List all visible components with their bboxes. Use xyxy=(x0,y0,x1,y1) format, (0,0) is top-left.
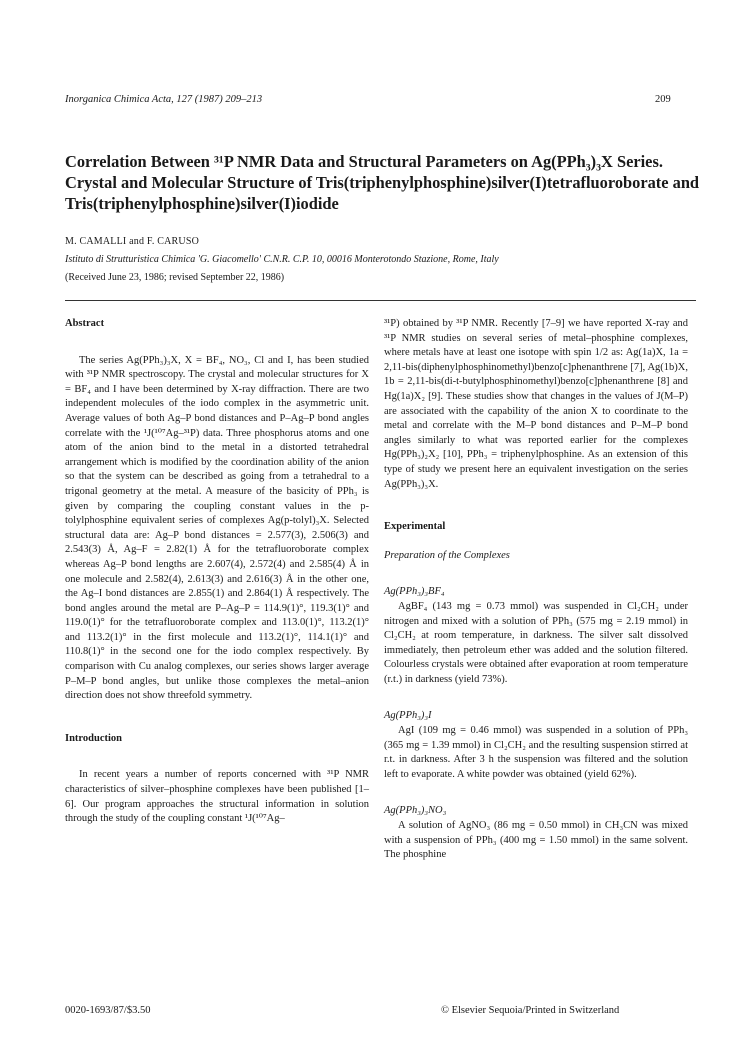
compound-name-bf4: Ag(PPh₃)₃BF₄ xyxy=(384,586,445,598)
introduction-text-right: ³¹P) obtained by ³¹P NMR. Recently [7–9] we have reported X-ray and ³¹P NMR studies on several series of metal–phosphine complexes, where metals have at least one isotope with spin 1/2 as: Ag(1a)X, 1a = 2,11-bis(diphenylphosphinomethyl)benzo[c]phenanthrene [7], Ag(1b)X, 1b = 2,11-bis(di-t-butylphosphinomethyl)benzo[c]phenanthrene [8] and Hg(1a)X₂ [9]. These studies show that changes in the values of J(M–P) are associated with the capability of the anion X to coordinate to the metal and correlate with the M–P bond distances and P–M–P bond angles similarly to what was reported earlier for the complexes Hg(PPh₃)₂X₂ [10], PPh₃ = triphenylphosphine. As an extension of this type of study we present here an equivalent investigation on the series Ag(PPh₃)₃X. xyxy=(384,318,688,490)
left-column xyxy=(65,317,369,997)
right-column xyxy=(384,317,688,997)
footer-publisher: © Elsevier Sequoia/Printed in Switzerland xyxy=(441,1005,620,1016)
page-number: 209 xyxy=(655,94,671,105)
experimental-heading: Experimental xyxy=(384,521,446,533)
running-header-journal: Inorganica Chimica Acta, 127 (1987) 209–213 xyxy=(65,94,263,105)
introduction-text-left: In recent years a number of reports concerned with ³¹P NMR characteristics of silver–phosphine complexes have been published [1–6]. Our program approaches the structural information in solution through the study of the coupling constant ¹J(¹⁰⁷Ag– xyxy=(65,769,369,825)
compound-text-bf4: AgBF₄ (143 mg = 0.73 mmol) was suspended in Cl₂CH₂ under nitrogen and mixed with a solution of PPh₃ (575 mg = 2.19 mmol) in Cl₂CH₂ at room temperature, in darkness. The silver salt dissolved immediately, then petroleum ether was added and the solution filtered. Colourless crystals were obtained after evaporation at room temperature (r.t.) in darkness (yield 73%). xyxy=(384,600,688,685)
article-title: Correlation Between ³¹P NMR Data and Structural Parameters on Ag(PPh₃)₃X Series. Crystal and Molecular Structure of Tris(triphenylphosphine)silver(I)tetrafluoroborate and Tris(triphenylphosphine)silver(I)iodide xyxy=(65,152,700,213)
compound-name-nitrate: Ag(PPh₃)₃NO₃ xyxy=(384,805,447,817)
abstract-text: The series Ag(PPh₃)₃X, X = BF₄, NO₃, Cl and I, has been studied with ³¹P NMR spectroscopy. The crystal and molecular structures for X = BF₄ and I have been determined by X-ray diffraction. There are two independent molecules of the iodo complex in the asymmetric unit. Average values of both Ag–P bond distances and P–Ag–P bond angles correlate with the ¹J(¹⁰⁷Ag–³¹P) data. Three phosphorus atoms and one atom of the anion bind to the metal in a distorted tetrahedral arrangement which is modified by the coordination ability of the anion so that the system can be described as going from a tetrahedral to a trigonal geometry at the metal. A measure of the basicity of PPh₃ is given by comparing the coupling constant values in the p-tolylphosphine equivalent series of complexes Ag(p-tolyl)₃X. Selected structural data are: Ag–P bond distances = 2.577(3), 2.506(3) and 2.543(3) Å, Ag–F = 2.82(1) Å for the tetrafluoroborate complex whereas Ag–P bond lengths are 2.607(4), 2.572(4) and 2.585(4) Å in one molecule and 2.582(4), 2.613(3) and 2.616(3) Å in the other one, the Ag–I bond distances are 2.855(1) and 2.864(1) Å respectively. The bond angles around the metal are P–Ag–P = 114.9(1)°, 119.3(1)° and 119.0(1)° for the tetrafluoroborate complex and 113.0(1)°, 113.2(1)° and 113.2(1)° in the first molecule and 113.2(1)°, 114.1(1)° and 110.8(1)° in the second one for the iodo complex respectively. By comparison with Cu analog complexes, our series shows larger average P–M–P bond angles, but unlike those complexes the metal–anion direction does not show threefold symmetry. xyxy=(65,354,369,702)
compound-text-nitrate: A solution of AgNO₃ (86 mg = 0.50 mmol) in CH₃CN was mixed with a suspension of PPh₃ (400 mg = 1.50 mmol) in the same solvent. The phosphine xyxy=(384,820,688,861)
affiliation: Istituto di Strutturistica Chimica 'G. Giacomello' C.N.R. C.P. 10, 00016 Monterotondo Stazione, Rome, Italy xyxy=(65,254,499,265)
authors: M. CAMALLI and F. CARUSO xyxy=(65,236,200,247)
abstract-heading: Abstract xyxy=(65,318,105,329)
compound-name-iodide: Ag(PPh₃)₃I xyxy=(384,710,432,722)
received-dates: (Received June 23, 1986; revised September 22, 1986) xyxy=(65,272,285,283)
footer-code: 0020-1693/87/$3.50 xyxy=(65,1005,151,1016)
compound-text-iodide: AgI (109 mg = 0.46 mmol) was suspended in a solution of PPh₃ (365 mg = 1.39 mmol) in Cl₂CH₂ and the resulting suspension stirred at r.t. in darkness. After 3 h the suspension was filtered and the solution left to evaporate. A white powder was obtained (yield 62%). xyxy=(384,725,688,780)
preparation-subheading: Preparation of the Complexes xyxy=(384,549,510,561)
introduction-heading: Introduction xyxy=(65,732,122,744)
header-divider xyxy=(65,300,696,301)
